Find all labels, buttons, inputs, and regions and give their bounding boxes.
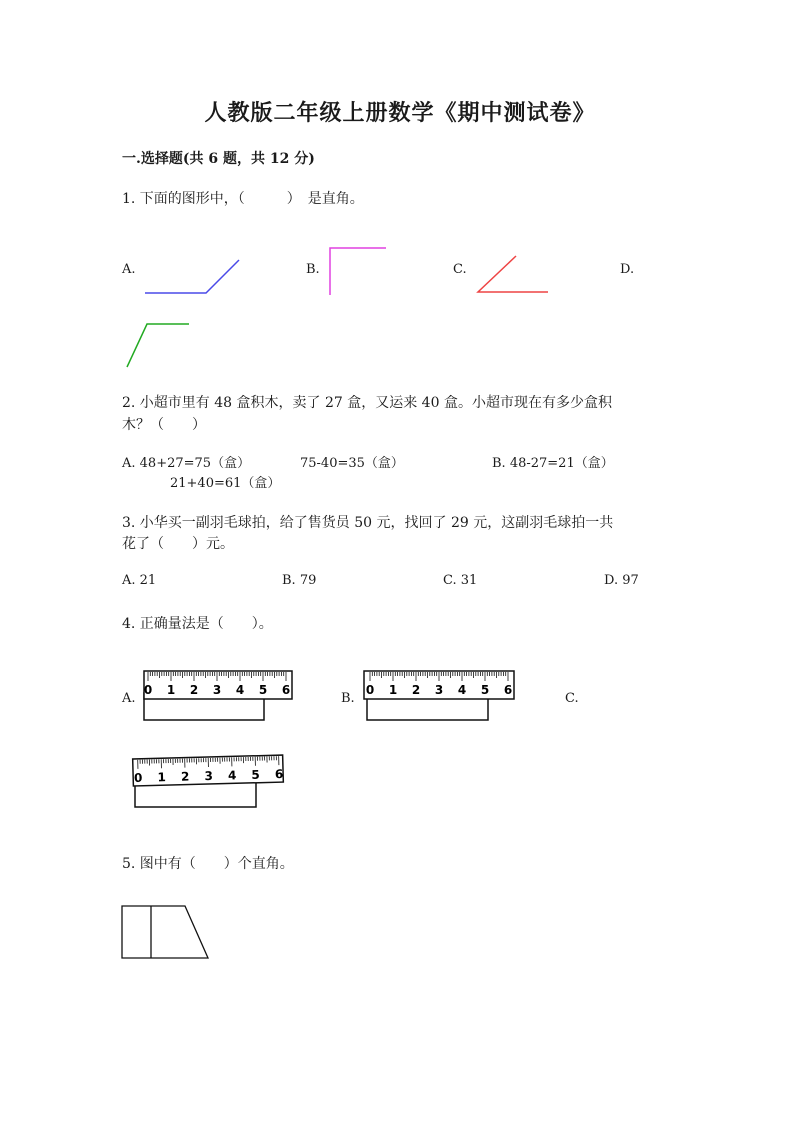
q1-option-d-label: D. (620, 262, 635, 277)
q3-option-a: A. 21 (122, 573, 157, 588)
ruler-number: 6 (281, 683, 291, 697)
ruler-number: 4 (227, 768, 237, 783)
q3-stem-line1: 3. 小华买一副羽毛球拍，给了售货员 50 元，找回了 29 元，这副羽毛球拍一共 (122, 515, 614, 531)
ruler-number: 2 (411, 683, 421, 697)
q3-option-b: B. 79 (282, 573, 317, 588)
ruler-number: 5 (480, 683, 490, 697)
section-heading: 一.选择题(共 6 题，共 12 分) (122, 151, 315, 167)
ruler-number: 4 (235, 683, 245, 697)
q2-stem-line2: 木？（ ） (122, 417, 206, 433)
ruler-number: 5 (251, 767, 261, 782)
q2-option-b-cont: 21+40=61（盒） (170, 476, 281, 491)
q1-figure-d (127, 324, 189, 367)
ruler-number: 6 (503, 683, 513, 697)
q1-option-b-label: B. (306, 262, 320, 277)
ruler-number: 0 (133, 770, 143, 785)
ruler-number: 3 (212, 683, 222, 697)
q1-option-c-label: C. (453, 262, 467, 277)
q1-figure-c (478, 256, 548, 292)
q4-option-b-label: B. (341, 691, 355, 706)
q3-option-d: D. 97 (604, 573, 639, 588)
ruler-number: 1 (388, 683, 398, 697)
ruler-number: 0 (365, 683, 375, 697)
ruler-number: 1 (166, 683, 176, 697)
ruler-number: 3 (204, 768, 214, 784)
q1-figure-a (145, 260, 239, 293)
q4-figure-c (133, 755, 284, 807)
q4-figure-b (364, 671, 514, 720)
ruler-number: 6 (274, 767, 284, 782)
q5-stem: 5. 图中有（ ）个直角。 (122, 856, 294, 872)
q3-option-c: C. 31 (443, 573, 478, 588)
q3-stem-line2: 花了（ ）元。 (122, 536, 234, 552)
ruler-number: 2 (180, 769, 190, 784)
ruler-number: 4 (457, 683, 467, 697)
ruler-number: 0 (143, 683, 153, 697)
q1-stem: 1. 下面的图形中，（ ） 是直角。 (122, 191, 364, 207)
ruler-number: 5 (258, 683, 268, 697)
q2-option-a-cont: 75-40=35（盒） (300, 456, 404, 471)
ruler-number: 1 (157, 770, 167, 785)
ruler-number: 2 (189, 683, 199, 697)
q2-option-b: B. 48-27=21（盒） (492, 456, 614, 471)
q5-figure (122, 906, 208, 958)
q4-option-a-label: A. (122, 691, 136, 706)
ruler-number: 3 (434, 683, 444, 697)
q4-figure-a (144, 671, 292, 720)
q4-option-c-label: C. (565, 691, 579, 706)
q2-stem-line1: 2. 小超市里有 48 盒积木，卖了 27 盒，又运来 40 盒。小超市现在有多少盒积 (122, 395, 612, 411)
q4-stem: 4. 正确量法是（ ）。 (122, 616, 273, 632)
page-title: 人教版二年级上册数学《期中测试卷》 (204, 100, 596, 126)
q1-figure-b (330, 248, 386, 295)
q1-option-a-label: A. (122, 262, 136, 277)
q2-option-a: A. 48+27=75（盒） (122, 456, 251, 471)
